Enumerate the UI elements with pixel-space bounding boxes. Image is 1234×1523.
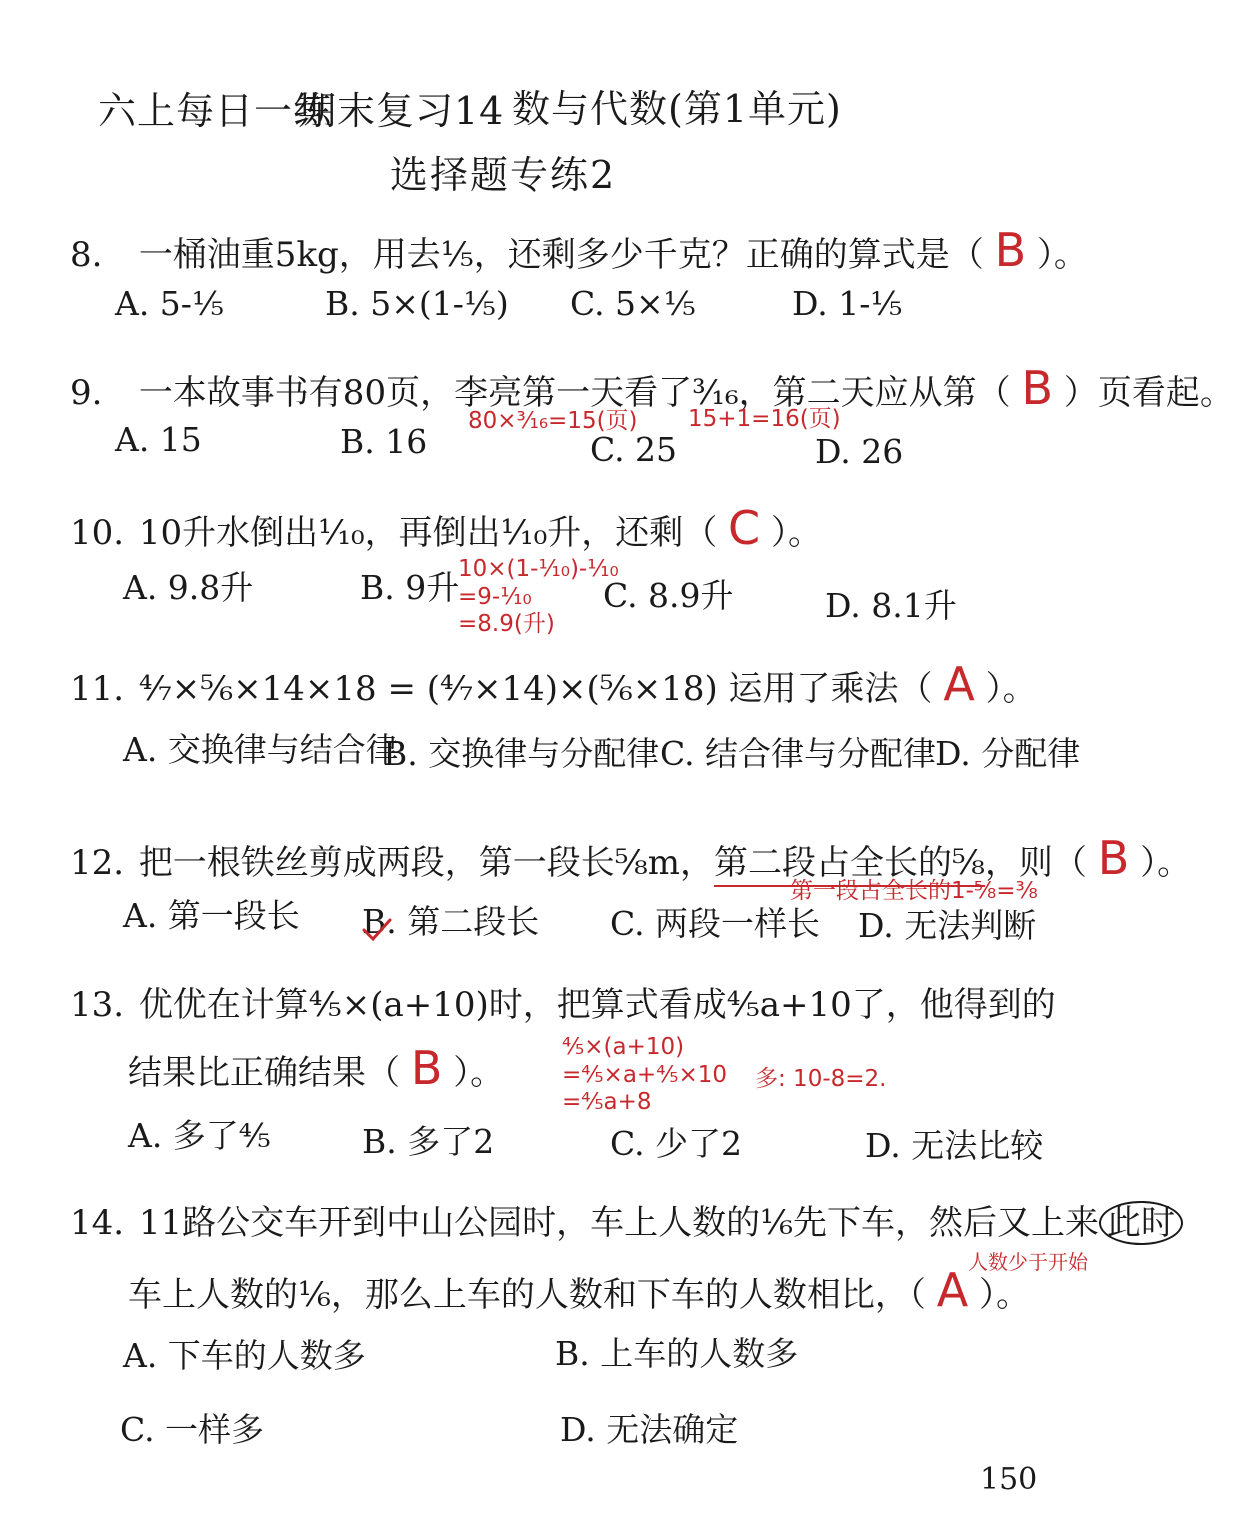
work-note-1: 80×³⁄₁₆=15(页) — [468, 408, 638, 434]
question-tail: ）。 — [1036, 235, 1088, 275]
check-mark-icon — [362, 918, 392, 942]
question-11 — [70, 656, 1037, 714]
option-d: D. 无法确定 — [560, 1410, 739, 1449]
question-number: 11. — [70, 669, 125, 709]
answer-mark: A — [943, 657, 975, 711]
option-b: B. 多了2 — [362, 1122, 495, 1161]
question-number: 8. — [70, 235, 103, 275]
work-note-2: 15+1=16(页) — [688, 406, 841, 432]
option-b: B. 第二段长 — [362, 902, 540, 941]
option-b: B. 上车的人数多 — [555, 1334, 799, 1373]
underlined-clause: 第二段占全长的⁵⁄₈ — [714, 843, 985, 887]
work-line: =8.9(升) — [458, 611, 555, 638]
header-unit: 数与代数(第1单元) — [512, 87, 842, 131]
header-series: 六上每日一练 — [98, 89, 333, 133]
circled-word: 此时 — [1099, 1201, 1183, 1245]
option-d: D. 1-¹⁄₅ — [792, 284, 903, 323]
work-steps — [562, 1034, 727, 1117]
option-a: A. 9.8升 — [123, 568, 254, 607]
option-b: B. 16 — [340, 422, 428, 461]
answer-mark: B — [1097, 831, 1130, 885]
option-b: B. 5×(1-¹⁄₅) — [325, 284, 509, 323]
option-c: C. 25 — [590, 430, 678, 469]
question-text: 一本故事书有80页，李亮第一天看了³⁄₁₆，第二天应从第（ — [138, 373, 1011, 413]
option-a: A. 第一段长 — [123, 896, 300, 935]
question-text: ⁴⁄₇×⁵⁄₆×14×18 = (⁴⁄₇×14)×(⁵⁄₆×18) 运用了乘法（ — [138, 669, 933, 709]
option-d: D. 26 — [815, 432, 904, 471]
question-text: 车上人数的¹⁄₆，那么上车的人数和下车的人数相比，（ — [128, 1275, 926, 1315]
question-text: 10升水倒出¹⁄₁₀，再倒出¹⁄₁₀升，还剩（ — [138, 513, 718, 553]
answer-mark: A — [936, 1263, 969, 1317]
option-d: D. 分配律 — [935, 734, 1081, 773]
question-tail: ）。 — [453, 1053, 505, 1093]
question-text: 11路公交车开到中山公园时，车上人数的¹⁄₆先下车，然后又上来 — [138, 1203, 1100, 1243]
work-steps — [458, 556, 619, 639]
answer-mark: B — [410, 1041, 443, 1095]
work-note: 第一段占全长的1-⁵⁄₈=³⁄₈ — [790, 878, 1038, 904]
work-line: =⁴⁄₅×a+⁴⁄₅×10 — [562, 1061, 728, 1088]
answer-mark: B — [1021, 361, 1054, 415]
question-text: 把一根铁丝剪成两段，第一段长⁵⁄₈m， — [138, 843, 714, 883]
option-a: A. 多了⁴⁄₅ — [128, 1116, 271, 1155]
work-note: 多: 10-8=2. — [755, 1066, 887, 1092]
option-c: C. 两段一样长 — [610, 904, 821, 943]
option-d: D. 无法判断 — [858, 906, 1037, 945]
option-b: B. 交换律与分配律 — [383, 734, 660, 773]
question-10 — [70, 500, 822, 558]
option-c: C. 8.9升 — [603, 576, 734, 615]
page-number: 150 — [980, 1462, 1038, 1497]
question-8 — [70, 222, 1088, 280]
answer-mark: B — [994, 223, 1027, 277]
work-line: =9-¹⁄₁₀ — [458, 583, 532, 610]
option-a: A. 下车的人数多 — [123, 1336, 366, 1375]
question-tail: ）页看起。 — [1063, 373, 1234, 413]
option-a: A. 交换律与结合律 — [123, 730, 399, 769]
question-tail: ）。 — [770, 513, 822, 553]
question-tail: ）。 — [1140, 843, 1192, 883]
option-b: B. 9升 — [360, 568, 460, 607]
question-number: 14. — [70, 1203, 125, 1243]
question-13-line2 — [128, 1040, 504, 1098]
header-review: 期末复习14 — [298, 89, 505, 133]
question-13 — [70, 984, 1056, 1027]
question-number: 10. — [70, 513, 125, 553]
margin-note: 人数少于开始 — [968, 1250, 1088, 1274]
question-text: ，则（ — [984, 843, 1087, 883]
answer-mark: C — [728, 501, 761, 555]
work-line: =⁴⁄₅a+8 — [562, 1089, 652, 1116]
option-a: A. 5-¹⁄₅ — [115, 284, 224, 323]
option-a: A. 15 — [115, 420, 202, 459]
work-line: 10×(1-¹⁄₁₀)-¹⁄₁₀ — [458, 556, 619, 582]
question-text: 优优在计算⁴⁄₅×(a+10)时，把算式看成⁴⁄₅a+10了，他得到的 — [138, 985, 1056, 1025]
question-tail: ）。 — [979, 1275, 1031, 1315]
question-tail: ）。 — [985, 669, 1037, 709]
question-14 — [70, 1202, 1183, 1245]
option-c: C. 结合律与分配律 — [660, 734, 937, 773]
option-d: D. 8.1升 — [825, 586, 957, 625]
option-c: C. 一样多 — [120, 1410, 265, 1449]
question-text: 结果比正确结果（ — [128, 1053, 400, 1093]
option-c: C. 少了2 — [610, 1124, 743, 1163]
question-number: 9. — [70, 373, 103, 413]
option-d: D. 无法比较 — [865, 1126, 1044, 1165]
question-9 — [70, 360, 1234, 418]
worksheet-subtitle: 选择题专练2 — [390, 153, 617, 197]
question-text: 一桶油重5kg，用去¹⁄₅，还剩多少千克？正确的算式是（ — [138, 235, 984, 275]
option-c: C. 5×¹⁄₅ — [570, 284, 696, 323]
question-number: 12. — [70, 843, 125, 883]
question-number: 13. — [70, 985, 125, 1025]
question-14-line2 — [128, 1262, 1030, 1320]
work-line: ⁴⁄₅×(a+10) — [562, 1034, 685, 1060]
